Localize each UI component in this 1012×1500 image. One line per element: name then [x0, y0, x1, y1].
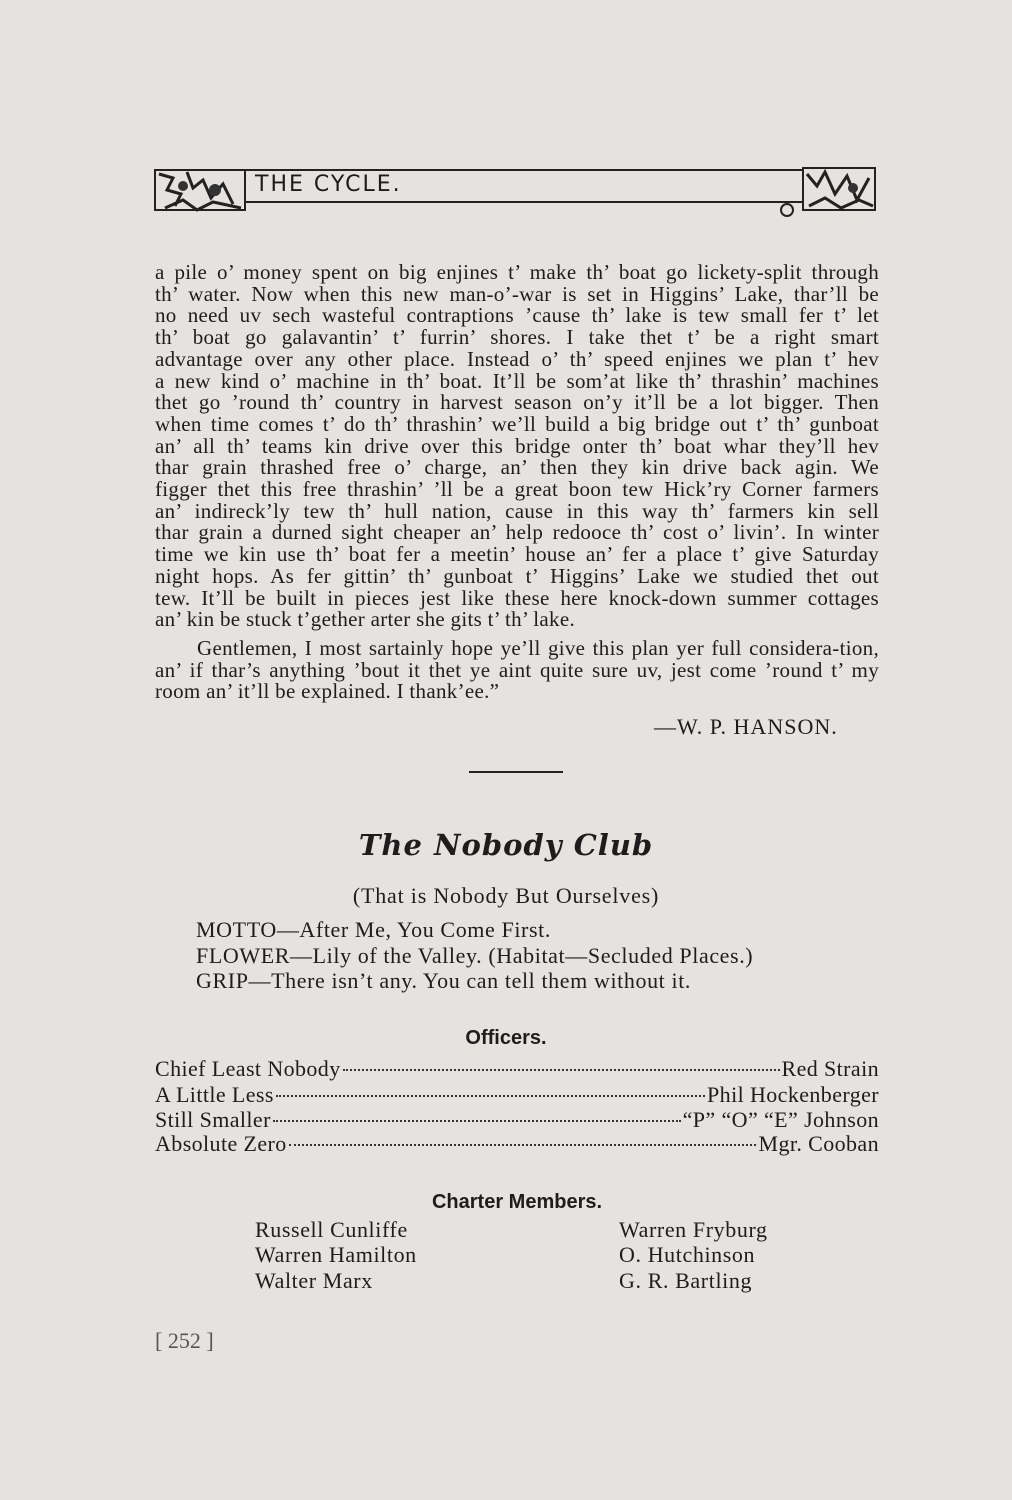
story-line: advantage over any other place. Instead o’ th’ speed enjines we plan t’ hev — [155, 346, 879, 371]
officer-row — [155, 1056, 879, 1080]
officer-title: A Little Less — [155, 1082, 274, 1107]
officer-name: “P” “O” “E” Johnson — [682, 1107, 879, 1132]
club-subtitle: (That is Nobody But Ourselves) — [352, 883, 660, 908]
club-title: The Nobody Club — [358, 828, 654, 862]
officer-title: Chief Least Nobody — [155, 1056, 341, 1081]
officer-row — [155, 1082, 879, 1106]
club-motto: MOTTO—After Me, You Come First. — [196, 917, 551, 942]
officers-heading: Officers. — [465, 1027, 547, 1049]
officer-name: Phil Hockenberger — [707, 1082, 879, 1107]
member-name: Warren Fryburg — [619, 1217, 768, 1242]
story-line: an’ kin be stuck t’gether arter she gits t’ th’ lake. — [155, 607, 575, 632]
closing-text: Gentlemen, I most sartainly hope ye’ll give this plan yer full considera-tion, an’ if thar’s anything ’bout it thet ye aint quite sure uv, jest come ’round t’ my room an’ it’ll be explained. I thank’ee.” — [155, 636, 879, 704]
story-line: no need uv sech wasteful contraptions ’cause th’ lake is tew small fer t’ let — [155, 303, 879, 328]
story-text — [155, 262, 879, 631]
officer-row — [155, 1107, 879, 1131]
leader-dots — [343, 1069, 780, 1071]
page-number: [ 252 ] — [155, 1328, 214, 1353]
story-line: an’ all th’ teams kin drive over this bridge onter th’ boat whar they’ll hev — [155, 433, 879, 458]
officer-name: Mgr. Cooban — [758, 1131, 879, 1156]
section-divider — [469, 771, 563, 773]
leader-dots — [273, 1120, 681, 1122]
club-flower: FLOWER—Lily of the Valley. (Habitat—Secluded Places.) — [196, 943, 754, 968]
story-line: th’ boat go galavantin’ t’ furrin’ shores. I take thet t’ be a right smart — [155, 325, 879, 350]
signature: —W. P. HANSON. — [654, 714, 838, 739]
officer-row — [155, 1131, 879, 1155]
club-grip: GRIP—There isn’t any. You can tell them without it. — [196, 968, 692, 993]
member-name: Warren Hamilton — [255, 1242, 417, 1267]
member-name: O. Hutchinson — [619, 1242, 756, 1267]
member-name: G. R. Bartling — [619, 1268, 753, 1293]
story-line: an’ indireck’ly tew th’ hull nation, cause in this way th’ farmers kin sell — [155, 498, 879, 523]
officer-name: Red Strain — [781, 1056, 879, 1081]
member-name: Russell Cunliffe — [255, 1217, 408, 1242]
story-line: tew. It’ll be built in pieces jest like these here knock-down summer cottages — [155, 585, 879, 610]
charter-heading: Charter Members. — [431, 1191, 603, 1213]
story-line: when time comes t’ do th’ thrashin’ we’ll build a big bridge out t’ th’ gunboat — [155, 411, 879, 436]
closing-paragraph — [155, 638, 879, 703]
officer-title: Still Smaller — [155, 1107, 271, 1132]
running-header-title: THE CYCLE. — [255, 172, 402, 197]
story-line: th’ water. Now when this new man-o’-war is set in Higgins’ Lake, thar’ll be — [155, 281, 879, 306]
story-line: a pile o’ money spent on big enjines t’ make th’ boat go lickety-split through — [155, 260, 879, 284]
story-line: thet go ’round th’ country in harvest season on’y it’ll be a lot bigger. Then — [155, 390, 879, 415]
leader-dots — [289, 1144, 757, 1146]
story-line: a new kind o’ machine in th’ boat. It’ll be som’at like th’ thrashin’ machines — [155, 368, 879, 393]
story-line: night hops. As fer gittin’ th’ gunboat t’ Higgins’ Lake we studied thet out — [155, 563, 879, 588]
story-line: figger thet this free thrashin’ ’ll be a great boon tew Hick’ry Corner farmers — [155, 477, 879, 502]
story-line: time we kin use th’ boat fer a meetin’ house an’ fer a place t’ give Saturday — [155, 542, 879, 567]
leader-dots — [276, 1095, 705, 1097]
officer-title: Absolute Zero — [155, 1131, 287, 1156]
story-line: thar grain a durned sight cheaper an’ help redooce th’ cost o’ livin’. In winter — [155, 520, 879, 545]
story-line: thar grain thrashed free o’ charge, an’ then they kin drive back agin. We — [155, 455, 879, 480]
member-name: Walter Marx — [255, 1268, 373, 1293]
